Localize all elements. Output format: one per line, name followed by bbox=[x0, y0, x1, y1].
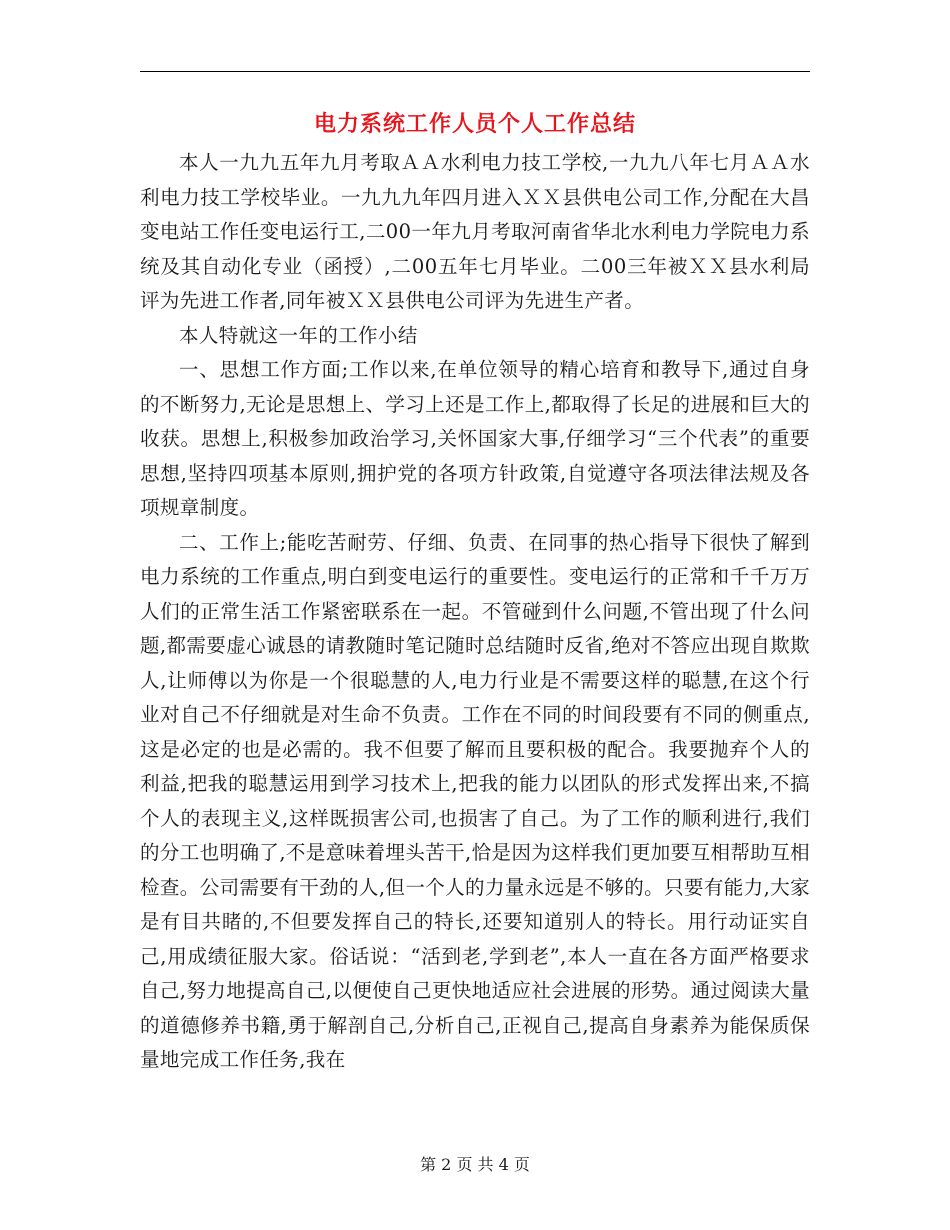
paragraph-work: 二、工作上;能吃苦耐劳、仔细、负责、在同事的热心指导下很快了解到电力系统的工作重点,明白到变电运行的重要性。变电运行的正常和千千万万人们的正常生活工作紧密联系在一起。不管碰到什么问题,不管出现了什么问题,都需要虚心诚恳的请教随时笔记随时总结随时反省,绝对不答应出现自欺欺人,让师傅以为你是一个很聪慧的人,电力行业是不需要这样的聪慧,在这个行业对自己不仔细就是对生命不负责。工作在不同的时间段要有不同的侧重点,这是必定的也是必需的。我不但要了解而且要积极的配合。我要抛弃个人的利益,把我的聪慧运用到学习技术上,把我的能力以团队的形式发挥出来,不搞个人的表现主义,这样既损害公司,也损害了自己。为了工作的顺利进行,我们的分工也明确了,不是意味着埋头苦干,恰是因为这样我们更加要互相帮助互相检查。公司需要有干劲的人,但一个人的力量永远是不够的。只要有能力,大家是有目共睹的,不但要发挥自己的特长,还要知道别人的特长。用行动证实自己,用成绩征服大家。俗话说：“活到老,学到老”,本人一直在各方面严格要求自己,努力地提高自己,以便使自己更快地适应社会进展的形势。通过阅读大量的道德修养书籍,勇于解剖自己,分析自己,正视自己,提高自身素养为能保质保量地完成工作任务,我在 bbox=[140, 530, 810, 1071]
header-rule bbox=[140, 71, 810, 72]
page-number-footer: 第 2 页 共 4 页 bbox=[420, 1155, 530, 1174]
document-title: 电力系统工作人员个人工作总结 bbox=[313, 112, 636, 137]
paragraph-intro: 本人特就这一年的工作小结 bbox=[179, 323, 418, 347]
paragraph-background: 本人一九九五年九月考取ＡＡ水利电力技工学校,一九九八年七月ＡＡ水利电力技工学校毕业。一九九九年四月进入ＸＸ县供电公司工作,分配在大昌变电站工作任变电运行工,二00一年九月考取河南省华北水利电力学院电力系统及其自动化专业（函授）,二00五年七月毕业。二00三年被ＸＸ县水利局评为先进工作者,同年被ＸＸ县供电公司评为先进生产者。 bbox=[140, 151, 810, 312]
paragraph-ideology: 一、思想工作方面;工作以来,在单位领导的精心培育和教导下,通过自身的不断努力,无论是思想上、学习上还是工作上,都取得了长足的进展和巨大的收获。思想上,积极参加政治学习,关怀国家大事,仔细学习“三个代表”的重要思想,坚持四项基本原则,拥护党的各项方针政策,自觉遵守各项法律法规及各项规章制度。 bbox=[140, 358, 810, 519]
document-body bbox=[140, 146, 810, 1078]
